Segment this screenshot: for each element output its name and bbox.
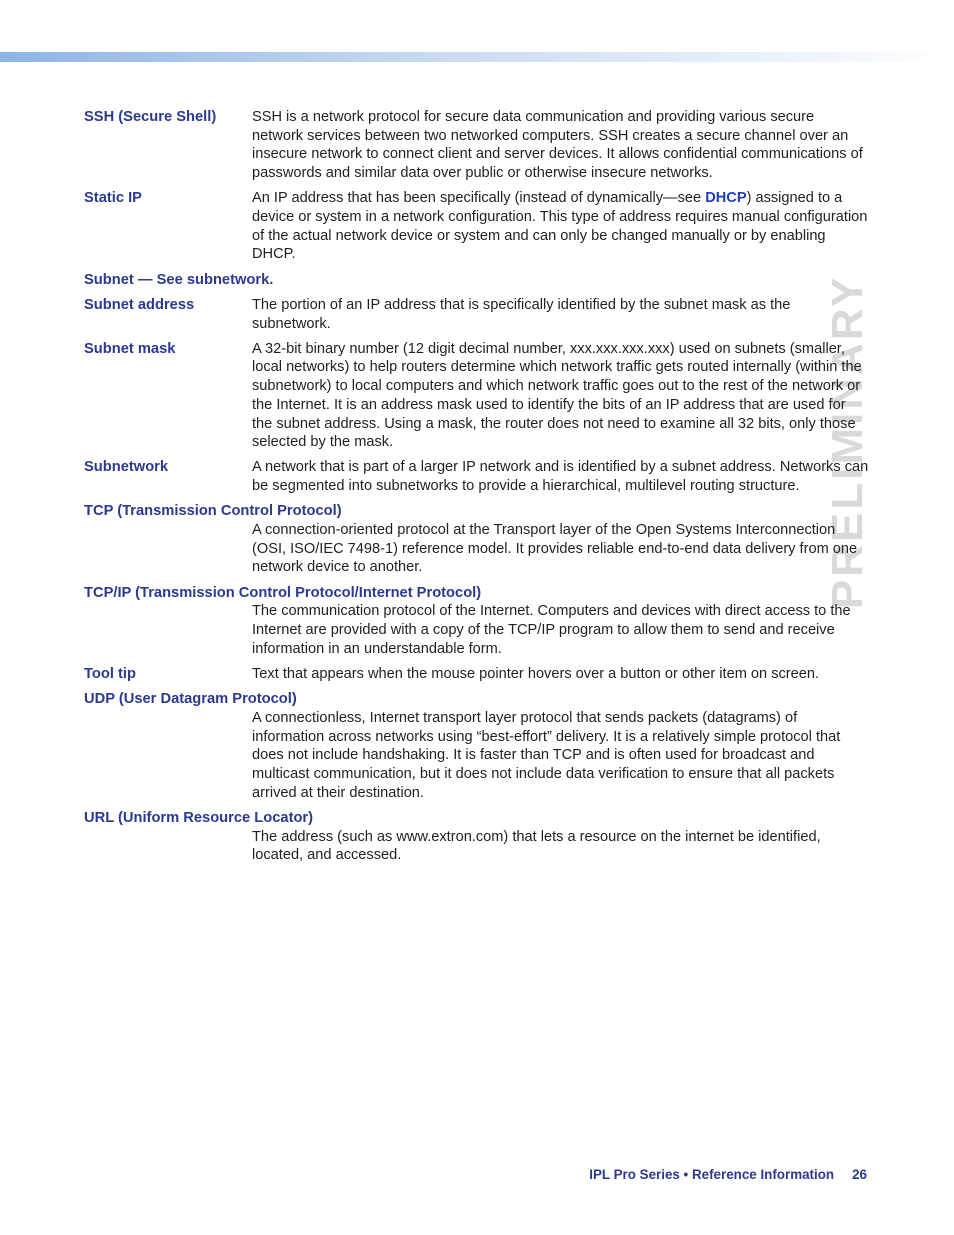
glossary-term: Subnet — See subnetwork.: [84, 271, 274, 288]
glossary-term: Subnet mask: [84, 340, 176, 357]
glossary-entry-tcp: [84, 502, 869, 577]
definition-text: An IP address that has been specifically (instead of dynamically—see: [252, 190, 706, 207]
glossary-definition: The portion of an IP address that is specifically identified by the subnet mask as the subnetwork.: [252, 296, 791, 332]
page-number: 26: [852, 1167, 867, 1182]
glossary-entry-url: [84, 809, 869, 865]
glossary-entry-tool-tip: [84, 665, 869, 684]
glossary-definition: [252, 189, 869, 264]
glossary-entry-subnet-mask: [84, 340, 869, 452]
glossary-definition: A connectionless, Internet transport layer protocol that sends packets (datagrams) of information across networks using “best-effort” delivery. It is a relatively simple protocol that does not include handshaking. It is faster than TCP and is often used for broadcast and multicast communication, but it does not include data verification to ensure that all packets arrived at their destination.: [252, 709, 841, 801]
glossary-entry-subnet-address: [84, 296, 869, 333]
glossary-definition: A connection-oriented protocol at the Transport layer of the Open Systems Interconnection (OSI, ISO/IEC 7498-1) reference model. It provides reliable end-to-end data delivery from one network device to another.: [252, 522, 858, 576]
glossary-term: Static IP: [84, 190, 142, 207]
glossary-term: Subnetwork: [84, 459, 169, 476]
glossary-term: Tool tip: [84, 665, 136, 682]
header-gradient-bar: [0, 52, 954, 62]
footer-title: IPL Pro Series • Reference Information: [589, 1167, 835, 1182]
glossary-definition: The communication protocol of the Internet. Computers and devices with direct access to the Internet are provided with a copy of the TCP/IP program to allow them to send and receive information in an understandable form.: [252, 603, 851, 657]
glossary-definition: A network that is part of a larger IP network and is identified by a subnet address. Networks can be segmented into subnetworks to provide a hierarchical, multilevel routing structure.: [252, 459, 869, 495]
glossary-definition: A 32-bit binary number (12 digit decimal number, xxx.xxx.xxx.xxx) used on subnets (smaller, local networks) to help routers determine which network traffic gets routed internally (within the subnetwork) to local computers and which network traffic goes out to the rest of the network or the Internet. It is an address mask used to identify the bits of an IP address that are used for the subnet address. Using a mask, the router does not need to examine all 32 bits, only those selected by the mask.: [252, 340, 862, 451]
glossary-term: UDP (User Datagram Protocol): [84, 691, 297, 708]
glossary-entry-subnet: [84, 271, 869, 290]
glossary-term: TCP (Transmission Control Protocol): [84, 503, 342, 520]
dhcp-link[interactable]: DHCP: [705, 190, 747, 207]
glossary-term: SSH (Secure Shell): [84, 109, 217, 125]
glossary-definition: Text that appears when the mouse pointer hovers over a button or other item on screen.: [252, 665, 820, 682]
glossary-entry-udp: [84, 690, 869, 802]
glossary-term: TCP/IP (Transmission Control Protocol/Internet Protocol): [84, 584, 482, 601]
glossary-term: URL (Uniform Resource Locator): [84, 809, 314, 826]
glossary-entry-tcp-ip: [84, 584, 869, 659]
watermark-text: PRELIMINARY: [823, 274, 872, 610]
glossary-entry-static-ip: [84, 189, 869, 264]
glossary-entry-subnetwork: [84, 458, 869, 495]
glossary-definition: SSH is a network protocol for secure data communication and providing various secure network services between two networked computers. SSH creates a secure channel over an insecure network to connect client and server devices. It allows confidential communications of passwords and similar data over public or otherwise insecure networks.: [252, 109, 863, 182]
definition-text: ) assigned to a device or system in a network configuration. This type of address requires manual configuration of the actual network device or system and can only be changed manually or by enabling DHCP.: [252, 190, 868, 263]
glossary-list: [84, 108, 869, 872]
glossary-term: Subnet address: [84, 296, 195, 313]
glossary-entry-ssh: [84, 108, 869, 183]
page-footer: [589, 1167, 867, 1182]
glossary-definition: The address (such as www.extron.com) that lets a resource on the internet be identified, located, and accessed.: [252, 828, 821, 864]
